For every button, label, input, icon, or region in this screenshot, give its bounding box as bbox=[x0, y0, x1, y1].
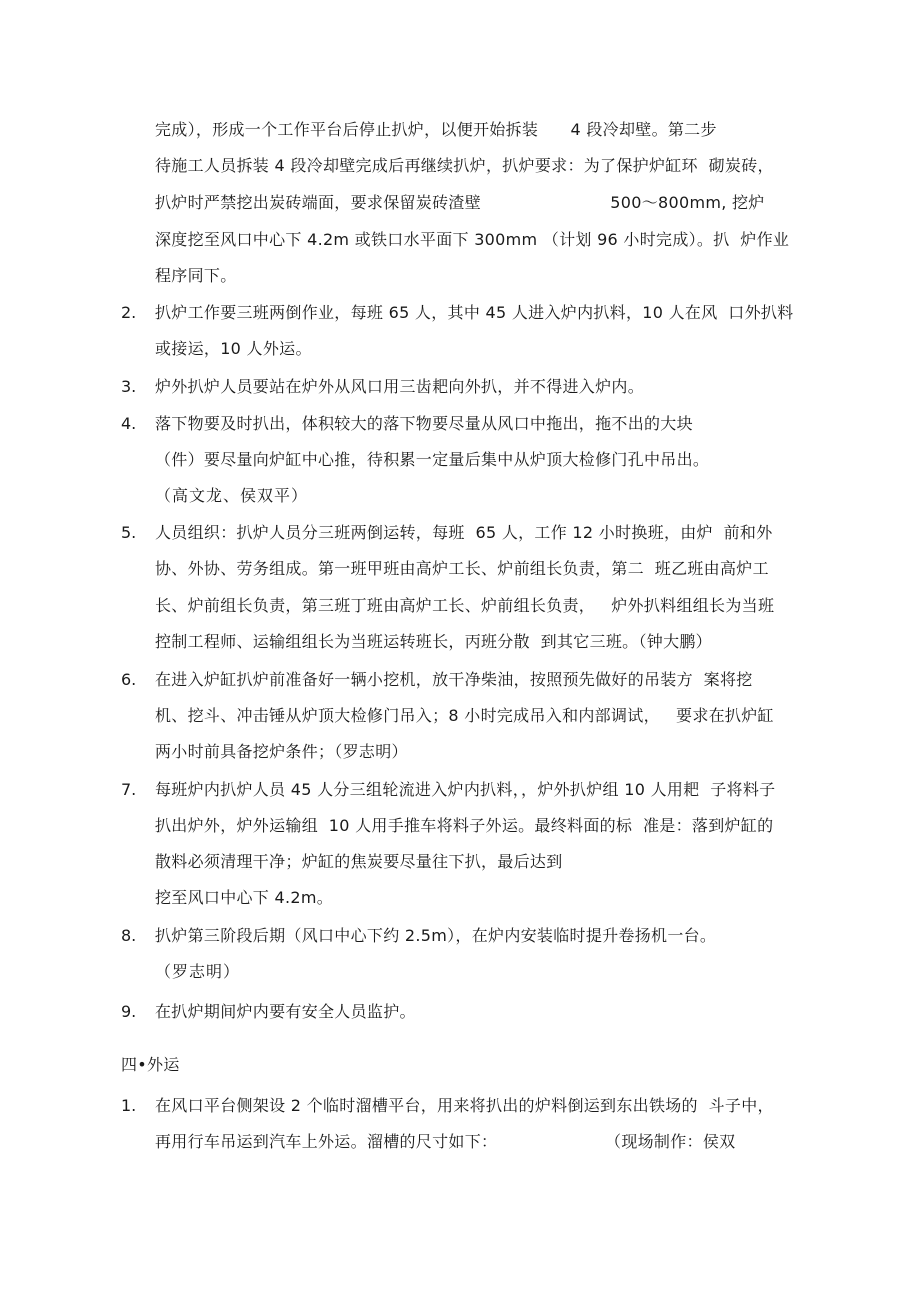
list-item-number: 2. bbox=[121, 303, 137, 322]
list-item-number: 1. bbox=[121, 1096, 137, 1115]
list-item-line: 长、炉前组长负责，第三班丁班由高炉工长、炉前组长负责， 炉外扒料组组长为当班 bbox=[155, 596, 775, 615]
responsible-person: （罗志明） bbox=[155, 962, 241, 981]
list-item-line: 人员组织：扒炉人员分三班两倒运转，每班 65 人，工作 12 小时换班，由炉 前和外 bbox=[155, 523, 773, 542]
intro-line: 程序同下。 bbox=[155, 266, 237, 285]
list-item-line: 在风口平台侧架设 2 个临时溜槽平台，用来将扒出的炉料倒运到东出铁场的 斗子中， bbox=[155, 1096, 774, 1115]
intro-line: 待施工人员拆装 4 段冷却壁完成后再继续扒炉，扒炉要求：为了保护炉缸环 砌炭砖， bbox=[155, 156, 774, 175]
list-item-line: 每班炉内扒炉人员 45 人分三组轮流进入炉内扒料，，炉外扒炉组 10 人用耙 子将料子 bbox=[155, 780, 776, 799]
list-item-line: （件）要尽量向炉缸中心推，待积累一定量后集中从炉顶大检修门孔中吊出。 bbox=[155, 450, 710, 469]
list-item-number: 6. bbox=[121, 670, 137, 689]
list-item-line: 挖至风口中心下 4.2m。 bbox=[155, 888, 334, 907]
list-item-line: 炉外扒炉人员要站在炉外从风口用三齿耙向外扒，并不得进入炉内。 bbox=[155, 377, 645, 396]
list-item-line: 散料必须清理干净；炉缸的焦炭要尽量往下扒，最后达到 bbox=[155, 852, 563, 871]
list-item-line: 再用行车吊运到汽车上外运。溜槽的尺寸如下： （现场制作：侯双 bbox=[155, 1132, 736, 1151]
list-item-number: 8. bbox=[121, 926, 137, 945]
list-item-number: 9. bbox=[121, 1002, 137, 1021]
list-item-line: 控制工程师、运输组组长为当班运转班长，丙班分散 到其它三班。（钟大鹏） bbox=[155, 632, 712, 651]
intro-line: 完成），形成一个工作平台后停止扒炉，以便开始拆装 4 段冷却壁。第二步 bbox=[155, 120, 717, 139]
list-item-line: 在进入炉缸扒炉前准备好一辆小挖机，放干净柴油，按照预先做好的吊装方 案将挖 bbox=[155, 670, 753, 689]
responsible-person: （高文龙、侯双平） bbox=[155, 486, 309, 505]
list-item-line: 在扒炉期间炉内要有安全人员监护。 bbox=[155, 1002, 416, 1021]
section-heading: 四•外运 bbox=[121, 1055, 180, 1074]
list-item-line: 或接运，10 人外运。 bbox=[155, 339, 312, 358]
list-item-line: 扒出炉外，炉外运输组 10 人用手推车将料子外运。最终料面的标 准是：落到炉缸的 bbox=[155, 816, 774, 835]
intro-line: 扒炉时严禁挖出炭砖端面，要求保留炭砖渣壁 500～800mm, 挖炉 bbox=[155, 193, 765, 212]
list-item-number: 3. bbox=[121, 377, 137, 396]
list-item-line: 落下物要及时扒出，体积较大的落下物要尽量从风口中拖出，拖不出的大块 bbox=[155, 414, 693, 433]
list-item-line: 协、外协、劳务组成。第一班甲班由高炉工长、炉前组长负责，第二 班乙班由高炉工 bbox=[155, 559, 769, 578]
list-item-line: 两小时前具备挖炉条件；（罗志明） bbox=[155, 742, 408, 761]
list-item-number: 5. bbox=[121, 523, 137, 542]
list-item-line: 机、挖斗、冲击锤从炉顶大检修门吊入；8 小时完成吊入和内部调试， 要求在扒炉缸 bbox=[155, 706, 774, 725]
list-item-number: 4. bbox=[121, 414, 137, 433]
list-item-line: 扒炉工作要三班两倒作业，每班 65 人，其中 45 人进入炉内扒料，10 人在风 口外扒料 bbox=[155, 303, 794, 322]
list-item-line: 扒炉第三阶段后期（风口中心下约 2.5m），在炉内安装临时提升卷扬机一台。 bbox=[155, 926, 717, 945]
list-item-number: 7. bbox=[121, 780, 137, 799]
intro-line: 深度挖至风口中心下 4.2m 或铁口水平面下 300mm （计划 96 小时完成）。扒 炉作业 bbox=[155, 230, 790, 249]
